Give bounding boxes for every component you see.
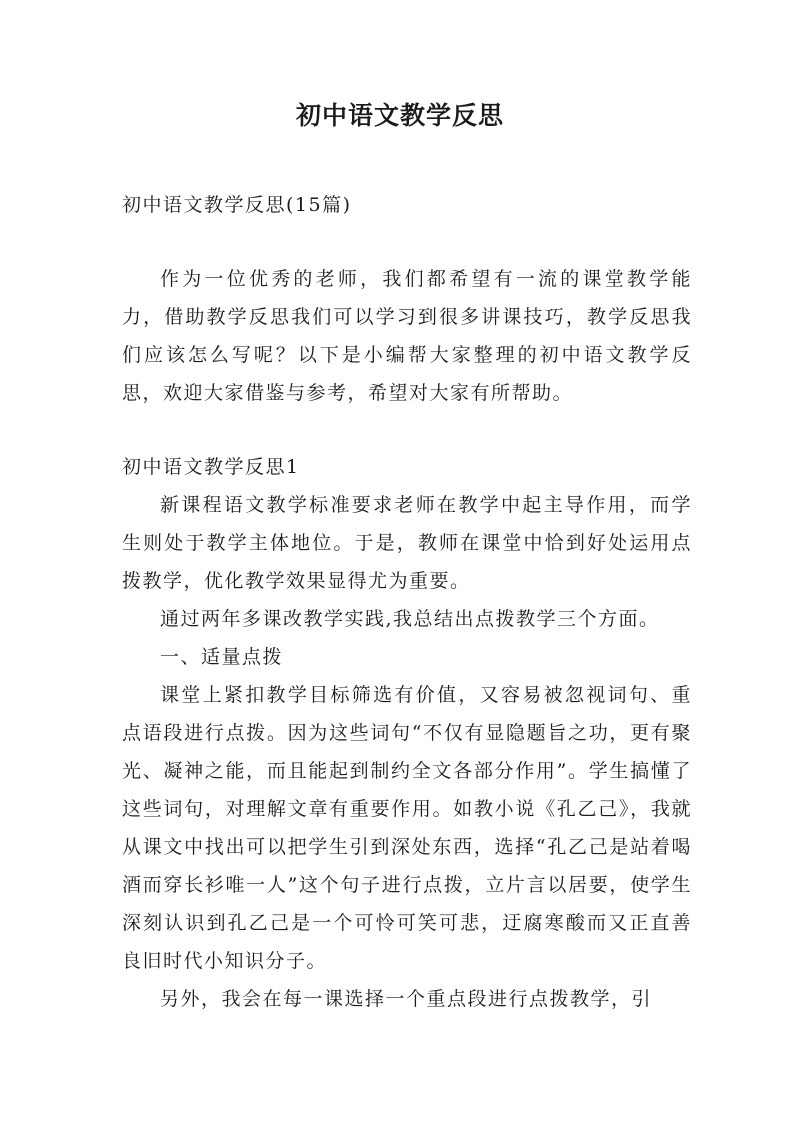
section-paragraph: 另外，我会在每一课选择一个重点段进行点拨教学，引 bbox=[160, 988, 653, 1010]
section-paragraph: 通过两年多课改教学实践,我总结出点拨教学三个方面。 bbox=[160, 608, 660, 630]
document-title: 初中语文教学反思 bbox=[295, 101, 504, 130]
section-paragraph: 课堂上紧扣教学目标筛选有价值，又容易被忽视词句、重点语段进行点拨。因为这些词句“不仅有显隐题旨之功，更有聚光、凝神之能，而且能起到制约全文各部分作用”。学生搞懂了这些词句，对理解文章有重要作用。如教小说《孔乙己》，我就从课文中找出可以把学生引到深处东西，选择“孔乙己是站着喝酒而穿长衫唯一人”这个句子进行点拨，立片言以居要，使学生深刻认识到孔乙己是一个可怜可笑可悲，迂腐寒酸而又正直善良旧时代小知识分子。 bbox=[122, 684, 692, 972]
section-heading: 初中语文教学反思1 bbox=[122, 456, 300, 478]
subsection-heading: 一、适量点拨 bbox=[160, 646, 284, 668]
document-subtitle: 初中语文教学反思(15篇) bbox=[122, 194, 352, 216]
section-body bbox=[122, 486, 692, 1018]
section-paragraph: 新课程语文教学标准要求老师在教学中起主导作用，而学生则处于教学主体地位。于是，教师在课堂中恰到好处运用点拨教学，优化教学效果显得尤为重要。 bbox=[122, 494, 692, 592]
intro-paragraph: 作为一位优秀的老师，我们都希望有一流的课堂教学能力，借助教学反思我们可以学习到很多讲课技巧，教学反思我们应该怎么写呢？以下是小编帮大家整理的初中语文教学反思，欢迎大家借鉴与参考，希望对大家有所帮助。 bbox=[122, 268, 692, 404]
